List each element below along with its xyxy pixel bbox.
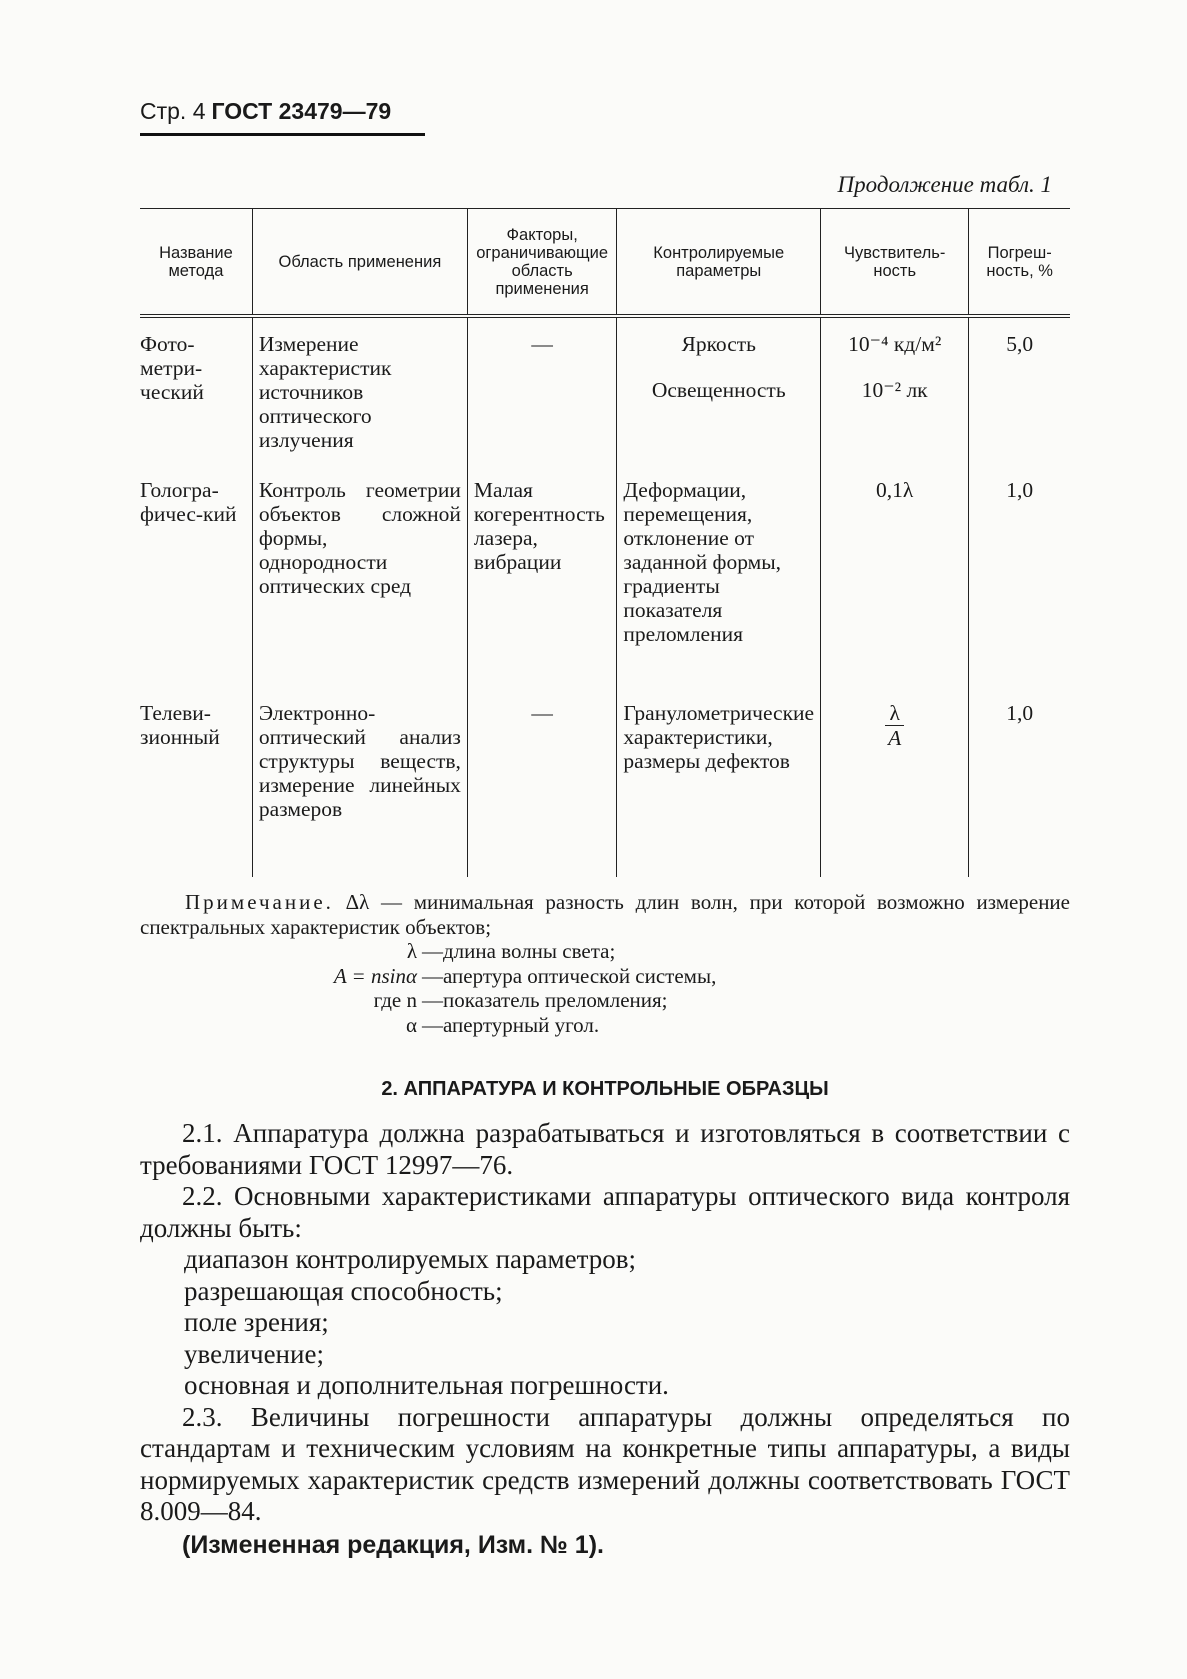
section-title: 2. АППАРАТУРА И КОНТРОЛЬНЫЕ ОБРАЗЦЫ xyxy=(381,1078,829,1100)
cell-method: Гологра-фичес-кий xyxy=(140,478,237,526)
table-header-row xyxy=(140,209,1070,317)
table-row xyxy=(140,464,1070,687)
cell-factors: — xyxy=(467,687,616,877)
list-item: поле зрения; xyxy=(184,1307,329,1337)
page-header xyxy=(140,98,391,125)
paragraph-2-1: 2.1. Аппаратура должна разрабатываться и изготовляться в соответствии с требованиями ГОСТ 12997—76. xyxy=(140,1118,1070,1180)
section-body xyxy=(140,1118,1070,1561)
table-row xyxy=(140,687,1070,877)
methods-table xyxy=(140,208,1070,877)
amendment-note: (Измененная редакция, Изм. № 1). xyxy=(182,1530,604,1559)
list-item: увеличение; xyxy=(184,1338,324,1369)
cell-factors: — xyxy=(467,316,616,464)
sensitivity-brightness: 10⁻⁴ кд/м² xyxy=(848,332,942,356)
header-method: Название метода xyxy=(159,243,233,280)
note-first-text: Δλ — минимальная разность длин волн, при которой возможно измерение спектральных характеристик объектов; xyxy=(140,890,1070,939)
definition-symbol: λ xyxy=(406,939,417,963)
definition-symbol: где n xyxy=(373,988,417,1012)
table-continuation-label: Продолжение табл. 1 xyxy=(837,172,1052,197)
note-definition xyxy=(140,988,1070,1013)
paragraph-2-3: 2.3. Величины погрешности аппаратуры должны определяться по стандартам и техническим условиям на конкретные типы аппаратуры, а виды нормируемых характеристик средств измерений должны соответствовать ГОСТ 8.009—84. xyxy=(140,1401,1070,1526)
paragraph-2-2: 2.2. Основными характеристиками аппаратуры оптического вида контроля должны быть: xyxy=(140,1181,1070,1243)
page-number: Стр. 4 xyxy=(140,98,206,124)
cell-method: Фото-метри-ческий xyxy=(140,332,204,404)
header-area: Область применения xyxy=(252,209,467,317)
cell-sensitivity xyxy=(821,687,969,877)
note-definition xyxy=(140,964,1070,989)
definition-text: —длина волны света; xyxy=(422,939,616,963)
note-definition xyxy=(140,939,1070,964)
note-label: Примечание. xyxy=(185,890,334,914)
param-illuminance: Освещенность xyxy=(651,378,786,402)
standard-number: ГОСТ 23479—79 xyxy=(211,98,392,124)
cell-sensitivity xyxy=(821,316,969,464)
table-note xyxy=(140,890,1070,1037)
cell-factors: Малая когерентность лазера, вибрации xyxy=(467,464,616,687)
definition-text: —показатель преломления; xyxy=(422,988,668,1012)
definition-symbol: A = nsinα xyxy=(333,963,417,988)
cell-sensitivity: 0,1λ xyxy=(821,464,969,687)
list-item: диапазон контролируемых параметров; xyxy=(184,1244,636,1274)
sensitivity-illuminance: 10⁻² лк xyxy=(861,378,928,402)
definition-text: —апертурный угол. xyxy=(422,1012,600,1037)
header-factors: Факторы, ограничивающие область применения xyxy=(467,209,616,317)
table-row xyxy=(140,316,1070,464)
note-first xyxy=(140,890,1070,939)
param-brightness: Яркость xyxy=(681,332,756,356)
cell-error: 1,0 xyxy=(969,687,1070,877)
list-item: основная и дополнительная погрешности. xyxy=(184,1370,669,1400)
cell-params: Деформации, перемещения, отклонение от заданной формы, градиенты показателя преломления xyxy=(617,464,821,687)
note-definition xyxy=(140,1013,1070,1038)
list-item: разрешающая способность; xyxy=(184,1275,503,1306)
cell-params: Гранулометрические характеристики, размеры дефектов xyxy=(617,687,821,877)
cell-error: 1,0 xyxy=(969,464,1070,687)
header-params: Контролируемые параметры xyxy=(617,209,821,317)
definition-text: —апертура оптической системы, xyxy=(422,963,717,988)
fraction-numerator: λ xyxy=(885,701,903,726)
header-error: Погреш-ность, % xyxy=(969,209,1070,317)
cell-area: Электронно-оптический анализ структуры веществ, измерение линейных размеров xyxy=(252,687,467,877)
definition-symbol: α xyxy=(405,1012,417,1037)
cell-params xyxy=(617,316,821,464)
header-sensitivity: Чувствитель-ность xyxy=(821,209,969,317)
sensitivity-fraction xyxy=(885,701,903,750)
cell-error: 5,0 xyxy=(969,316,1070,464)
cell-method: Телеви-зионный xyxy=(140,701,220,749)
cell-area: Контроль геометрии объектов сложной формы, однородности оптических сред xyxy=(252,464,467,687)
header-rule xyxy=(140,133,425,136)
fraction-denominator: A xyxy=(888,726,902,750)
cell-area: Измерение характеристик источников оптического излучения xyxy=(252,316,467,464)
